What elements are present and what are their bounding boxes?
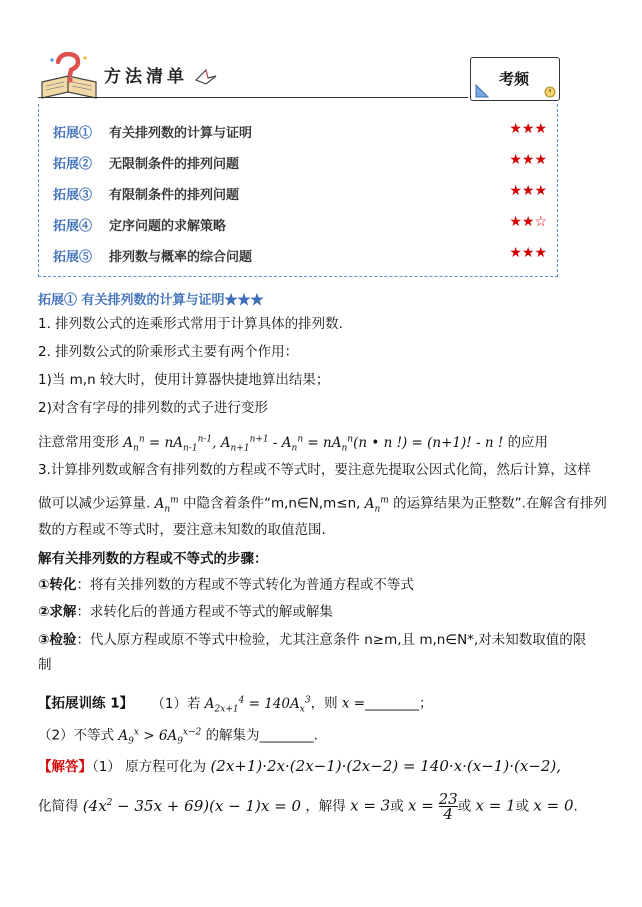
paragraph: 1)当 m,n 较大时，使用计算器快捷地算出结果；: [38, 372, 330, 388]
text: 的解集为: [205, 727, 260, 744]
paragraph: 制: [38, 657, 52, 673]
text: ，则: [310, 695, 338, 712]
text: （1） 原方程可化为: [92, 759, 207, 775]
step-text: ：代人原方程或原不等式中检验，尤其注意条件 n≥m,且 m,n∈N*,对未知数取值的限: [76, 632, 587, 648]
formula: $A_n^m$: [154, 495, 179, 515]
toc-item-name: 有限制条件的排列问题: [109, 188, 240, 203]
formula: $A_9^x > 6A_9^{x-2}$: [118, 727, 202, 747]
step-label: ①转化: [38, 577, 77, 593]
toc-item-tag: 拓展③: [53, 188, 93, 203]
paragraph: 1. 排列数公式的连乘形式常用于计算具体的排列数.: [38, 316, 343, 332]
header-divider: [38, 97, 468, 98]
exercise-label: 【拓展训练 1】: [38, 695, 134, 712]
text: ，解得: [305, 798, 346, 815]
text: 中隐含着条件“m,n∈N,m≤n,: [182, 495, 361, 512]
toc-item-name: 无限制条件的排列问题: [109, 157, 240, 172]
frequency-badge: [470, 57, 560, 101]
text: .: [313, 727, 318, 744]
answer-blank[interactable]: ________: [365, 695, 420, 712]
formula: $A_n^n = nA_{n-1}^{n-1}$, $A_{n+1}^{n+1} - A_n^n = nA_n^n(n$ • n !) = (n+1)! - n !: [123, 434, 504, 454]
step-text: ：求转化后的普通方程或不等式的解或解集: [76, 604, 333, 620]
text: （2）不等式: [38, 727, 115, 744]
step: [38, 575, 414, 595]
toc-item: [53, 246, 547, 266]
paragraph: 数的方程或不等式时，要注意未知数的取值范围.: [38, 522, 326, 538]
text: 或: [515, 798, 530, 815]
answer-label: 【解答】: [38, 759, 92, 775]
toc-item-tag: 拓展②: [53, 157, 93, 172]
formula: $A_n^m$: [364, 495, 389, 515]
step-text: ：将有关排列数的方程或不等式转化为普通方程或不等式: [76, 577, 414, 593]
toc-panel: [38, 104, 558, 277]
formula: x = 0: [533, 796, 574, 815]
section-heading: 拓展① 有关排列数的计算与证明★★★: [38, 293, 264, 308]
text: （1）若: [151, 695, 201, 712]
exercise-q1: 【拓展训练 1】 （1）若 $A_{2x+1}^4 = 140A_x^3$，则 x =________；: [38, 695, 433, 715]
text: 化简得: [38, 798, 79, 815]
text: 注意常用变形: [38, 434, 119, 451]
toc-item-tag: 拓展④: [53, 219, 93, 234]
text: 的运算结果为正整数”.在解含有排列: [393, 495, 607, 512]
formula: (2x+1)·2x·(2x−1)·(2x−2) = 140·x·(x−1)·(x−2),: [210, 757, 562, 775]
exercise-q2: [38, 722, 318, 751]
text: ；: [419, 695, 433, 712]
steps-heading: 解有关排列数的方程或不等式的步骤：: [38, 551, 268, 567]
paragraph: 2)对含有字母的排列数的式子进行变形: [38, 400, 268, 416]
toc-item-tag: 拓展①: [53, 126, 93, 141]
text: 做可以减少运算量.: [38, 495, 151, 512]
toc-item-stars: ★★★: [509, 183, 547, 199]
text: 或: [457, 798, 472, 815]
text: 或: [390, 798, 404, 815]
step-label: ③检验: [38, 632, 77, 648]
toc-item-stars: ★★★: [509, 245, 547, 261]
text: .: [573, 798, 578, 815]
paragraph: 2. 排列数公式的阶乘形式主要有两个作用：: [38, 344, 299, 360]
question-mark-book-icon: [38, 52, 100, 102]
toc-item-stars: ★★★: [509, 152, 547, 168]
toc-item-tag: 拓展⑤: [53, 250, 93, 265]
step: [38, 630, 586, 650]
formula: $(4x^2 - 35x + 69)(x - 1)x = 0$: [82, 796, 302, 815]
formula-line: [38, 429, 548, 458]
toc-item-stars: ★★★: [509, 121, 547, 137]
paragraph: 3.计算排列数或解含有排列数的方程或不等式时，要注意先提取公因式化简，然后计算，这样: [38, 462, 591, 478]
toc-item: [53, 215, 547, 235]
step: [38, 602, 333, 622]
paragraph: [38, 490, 607, 519]
toc-item: [53, 184, 547, 204]
toc-item-name: 有关排列数的计算与证明: [109, 126, 253, 141]
clock-icon: [543, 86, 557, 98]
ruler-triangle-icon: [475, 84, 489, 98]
origami-bird-icon: [194, 66, 218, 88]
toc-item-stars: ★★☆: [509, 214, 547, 230]
formula: x = 3: [350, 796, 391, 815]
toc-item: [53, 122, 547, 142]
toc-item-name: 排列数与概率的综合问题: [109, 250, 253, 265]
toc-item-name: 定序问题的求解策略: [109, 219, 227, 234]
formula: $A_{2x+1}^4 = 140A_x^3$: [204, 695, 311, 715]
step-label: ②求解: [38, 604, 77, 620]
page-title: 方法清单: [104, 67, 188, 87]
answer-blank[interactable]: ________: [259, 727, 314, 744]
formula: x = 1: [475, 796, 516, 815]
fraction: x = $\frac{23}{4}$: [408, 790, 458, 823]
toc-item: [53, 153, 547, 173]
answer-line-2: [38, 792, 578, 821]
answer-line-1: [38, 756, 561, 777]
text: 的应用: [507, 434, 549, 451]
frequency-badge-label: 考频: [499, 70, 530, 88]
